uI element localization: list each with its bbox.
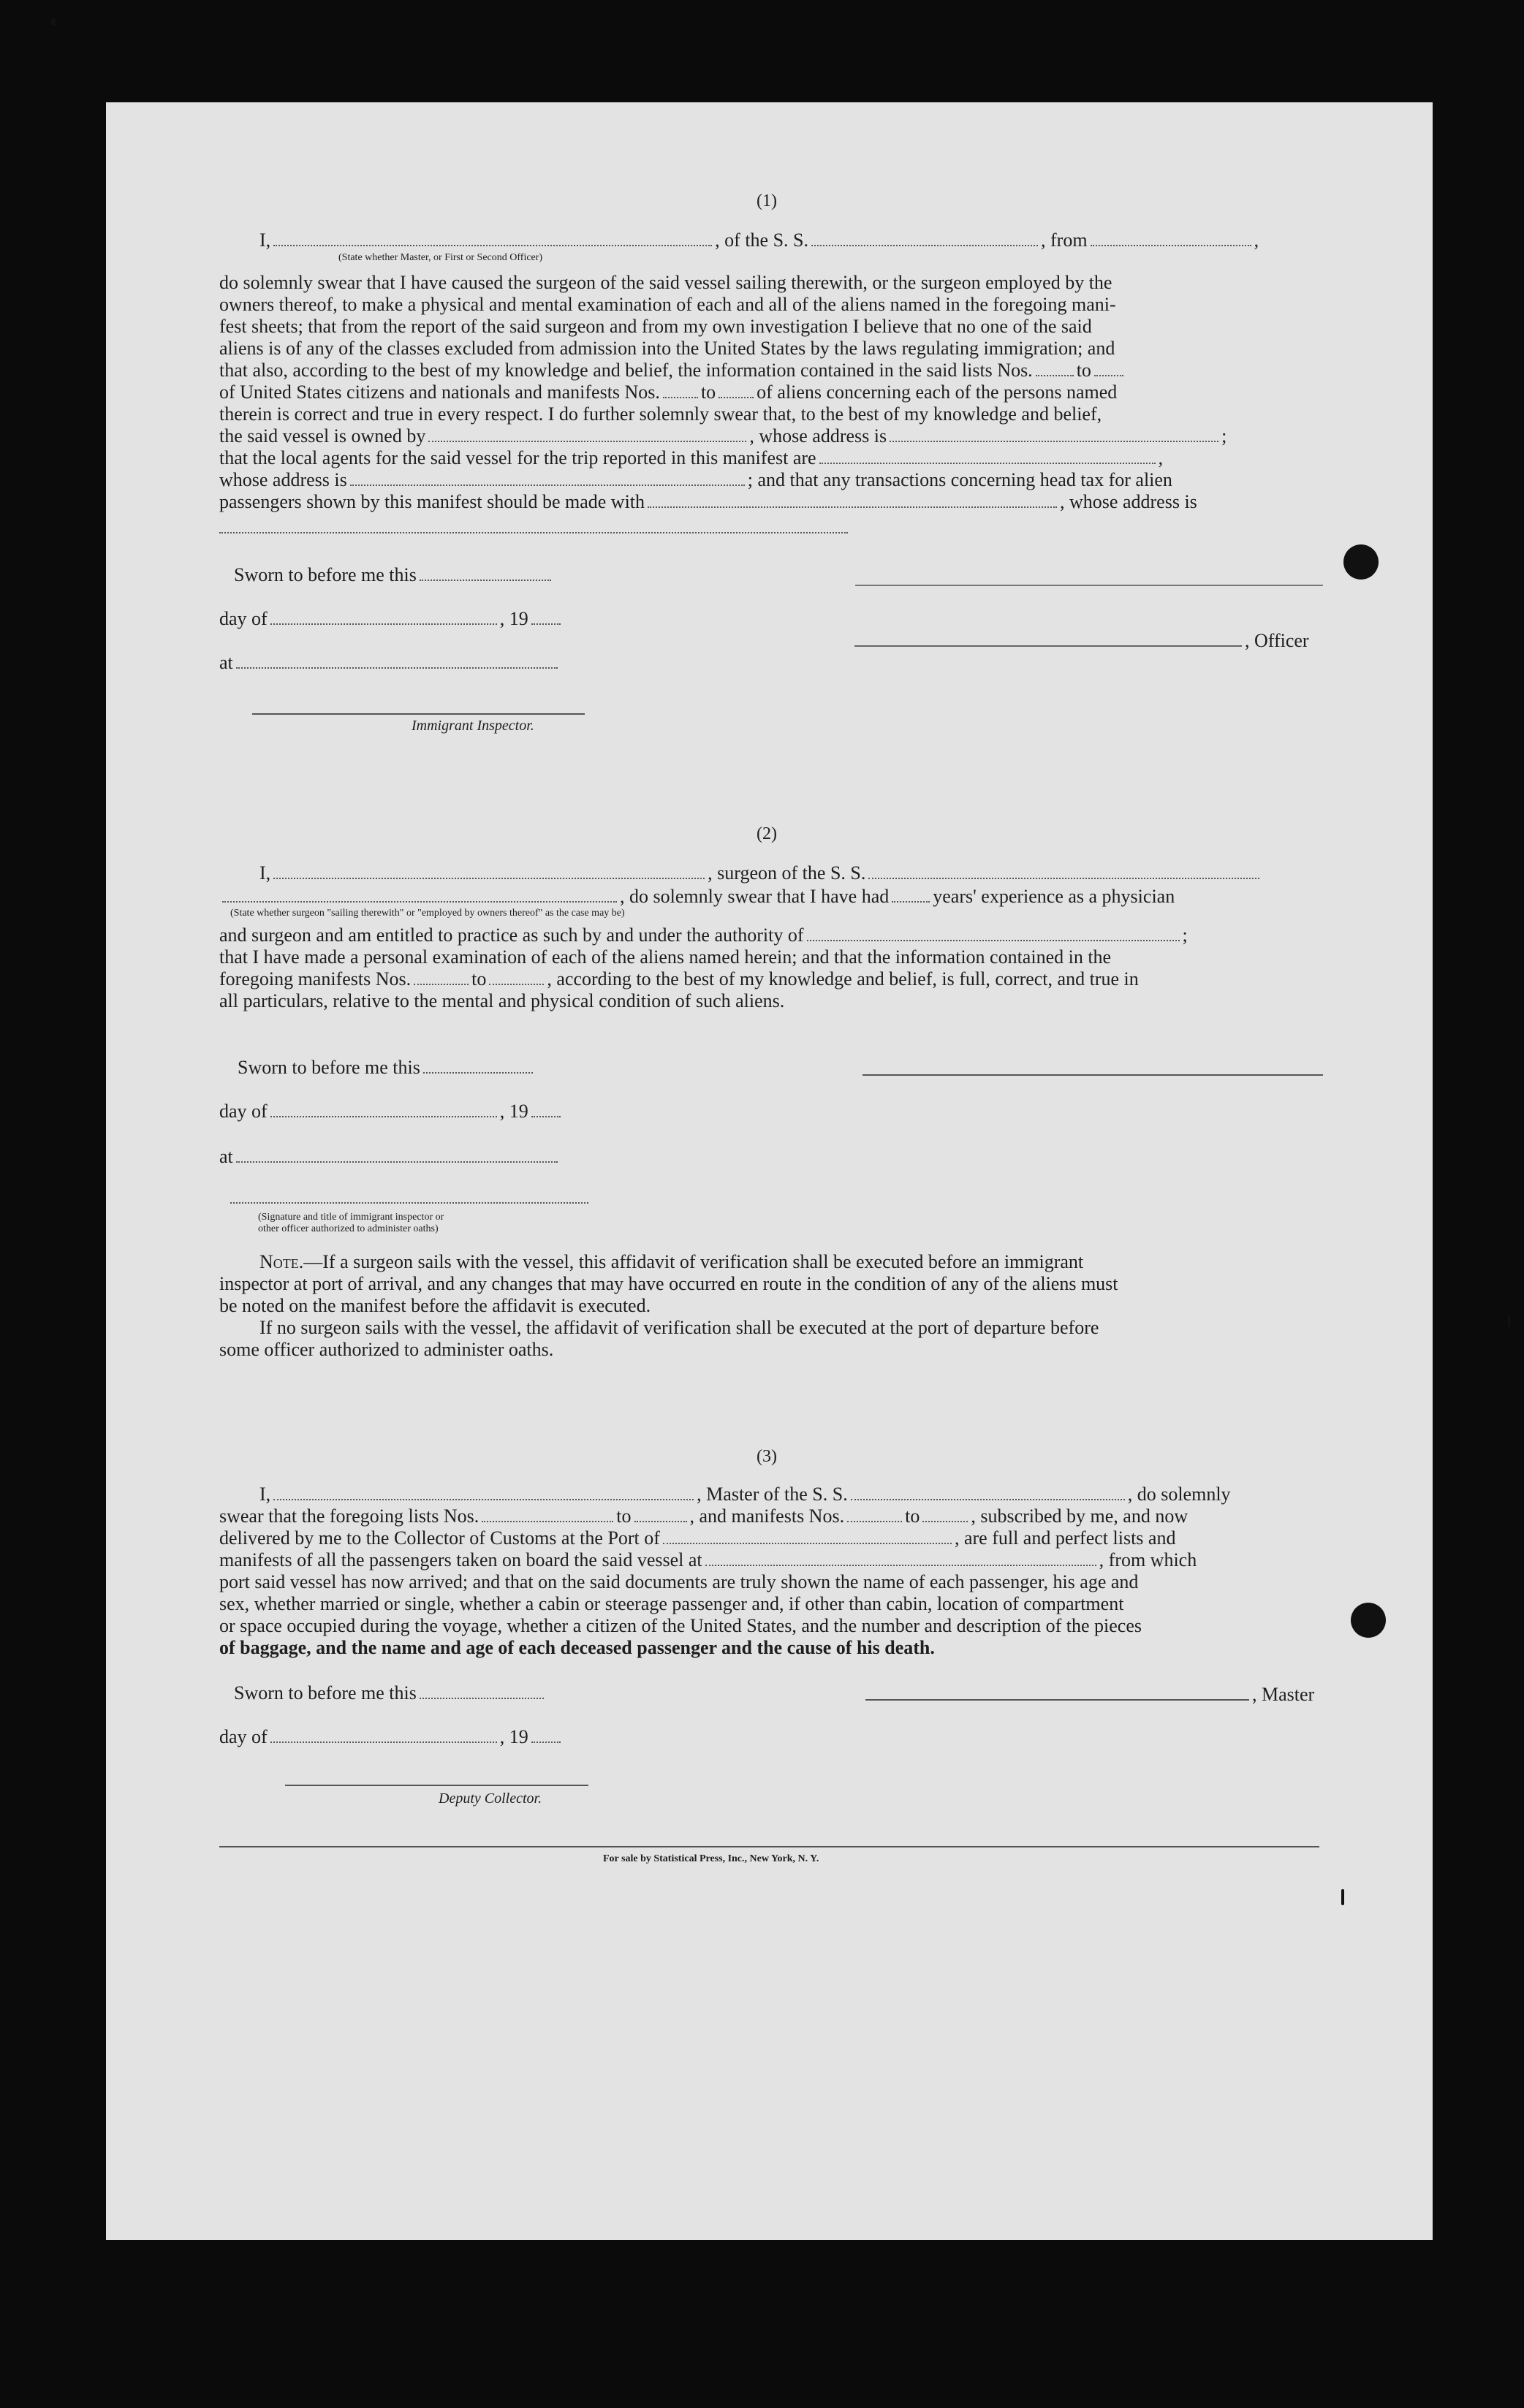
surgeon-signature-line: [863, 1074, 1323, 1076]
section-1-day-of: day of , 19: [219, 608, 564, 630]
master-signature: , Master: [863, 1684, 1314, 1706]
section-2-authority-line: and surgeon and am entitled to practice as such by and under the authority of ;: [219, 924, 1188, 946]
manifests-to-field[interactable]: [719, 384, 754, 398]
punch-hole-top: [1343, 544, 1379, 580]
surgeon-status-caption: (State whether surgeon "sailing therewith" or "employed by owners thereof" as the case may be): [230, 908, 625, 919]
officer-signature: , Officer: [852, 630, 1309, 652]
section-3-body: port said vessel has now arrived; and that on the said documents are truly shown the name of each passenger, his age and sex, whether married or single, whether a cabin or steerage passenger and, if other than cabin, location of compartment or space occupied during the voyage, whether a citizen of the United States, and the number and description of the pieces of baggage, and the name and age of each deceased passenger and the cause of his death.: [219, 1571, 1142, 1658]
sworn-day-field[interactable]: [420, 566, 551, 581]
section-3-sworn: Sworn to before me this: [234, 1682, 547, 1704]
section-2-number: (2): [757, 824, 777, 843]
officer-signature-field[interactable]: [854, 632, 1242, 647]
local-agents-field[interactable]: [819, 449, 1156, 464]
punch-hole-bottom: [1351, 1603, 1386, 1638]
section-1-number: (1): [757, 191, 777, 210]
s2-sworn-year-field[interactable]: [531, 1103, 561, 1117]
deputy-collector-signature-line: [285, 1785, 588, 1786]
section-3-third-line: delivered by me to the Collector of Customs at the Port of , are full and perfect lists and: [219, 1527, 1176, 1549]
sworn-month-field[interactable]: [270, 610, 497, 625]
immigrant-inspector-label: Immigrant Inspector.: [412, 718, 534, 734]
s3-lists-to-field[interactable]: [634, 1508, 687, 1522]
s3-manifests-from-field[interactable]: [847, 1508, 902, 1522]
boarding-port-field[interactable]: [705, 1551, 1096, 1566]
scan-speck: [1341, 1889, 1344, 1905]
customs-port-field[interactable]: [663, 1530, 952, 1544]
s2-inspector-signature-field[interactable]: [230, 1202, 588, 1204]
s3-sworn-month-field[interactable]: [270, 1728, 497, 1743]
s3-vessel-field[interactable]: [851, 1486, 1125, 1500]
owner-address-field[interactable]: [890, 428, 1218, 442]
section-1-at: at: [219, 652, 561, 674]
surgeon-note: Note.—If a surgeon sails with the vessel, this affidavit of verification shall be executed before an immigrant inspector at port of arrival, and any changes that may have occurred en route in the condition of any of the aliens must be noted on the manifest before the affidavit is executed. If no surgeon sails with the vessel, the affidavit of verification shall be executed at the port of departure before some officer authorized to administer oaths.: [219, 1251, 1118, 1360]
practice-authority-field[interactable]: [807, 927, 1180, 941]
s2-signer-caption-2: other officer authorized to administer oaths): [258, 1223, 439, 1234]
departure-port-field[interactable]: [1091, 232, 1251, 246]
surgeon-vessel-field[interactable]: [868, 865, 1259, 879]
surgeon-status-field[interactable]: [222, 888, 617, 903]
footer-rule: [219, 1846, 1319, 1847]
s3-sworn-day-field[interactable]: [420, 1685, 544, 1699]
s2-signer-caption-1: (Signature and title of immigrant inspector or: [258, 1212, 444, 1223]
scan-speck: [51, 18, 56, 26]
scan-speck: [1508, 1315, 1510, 1327]
lists-from-field[interactable]: [1036, 362, 1074, 376]
officer-title-caption: (State whether Master, or First or Second Officer): [338, 252, 543, 263]
master-name-field[interactable]: [273, 1486, 694, 1500]
s3-sworn-year-field[interactable]: [531, 1728, 561, 1743]
officer-title-field[interactable]: [273, 232, 712, 246]
lists-to-field[interactable]: [1094, 362, 1123, 376]
agents-address-field[interactable]: [350, 471, 745, 486]
printer-credit: For sale by Statistical Press, Inc., New York, N. Y.: [603, 1853, 819, 1864]
vessel-name-field[interactable]: [811, 232, 1038, 246]
section-2-at: at: [219, 1146, 561, 1168]
s2-sworn-month-field[interactable]: [270, 1103, 497, 1117]
section-2-sworn: Sworn to before me this: [238, 1057, 536, 1079]
section-1-opening-line: I, , of the S. S. , from ,: [259, 229, 1259, 251]
deputy-collector-label: Deputy Collector.: [439, 1790, 542, 1807]
officer-signature-line-1: [855, 585, 1323, 586]
s2-sworn-place-field[interactable]: [236, 1148, 558, 1163]
section-1-body: do solemnly swear that I have caused the surgeon of the said vessel sailing therewith, or the surgeon employed by the owners thereof, to make a physical and mental examination of each and all of the aliens named in the foregoing mani- fest sheets; that from the report of the said surgeon and from my own investigation I believe that no one of the said aliens is of any of the classes excluded from admission into the United States by the laws regulating immigration; and that also, according to the best of my knowledge and belief, the information contained in the said lists Nos. to of United States citizens and nationals and manifests Nos. to of aliens concerning each of the persons named therein is correct and true in every respect. I do further solemnly swear that, to the best of my knowledge and belief, the said vessel is owned by , whose address is ; that the local agents for the said vessel for the trip reported in this manifest are , whose address is ; and that any transactions concerning head tax for alien passengers shown by this manifest should be made with , whose address is: [219, 272, 1227, 512]
s2-sworn-day-field[interactable]: [423, 1059, 533, 1074]
manifests-from-field[interactable]: [663, 384, 698, 398]
sworn-year-field[interactable]: [531, 610, 561, 625]
years-experience-field[interactable]: [892, 888, 930, 903]
s3-manifests-to-field[interactable]: [922, 1508, 968, 1522]
sworn-place-field[interactable]: [236, 654, 558, 669]
section-2-opening-line: I, , surgeon of the S. S.: [259, 862, 1262, 884]
section-3-opening-line: I, , Master of the S. S. , do solemnly: [259, 1484, 1231, 1505]
section-2-day-of: day of , 19: [219, 1101, 564, 1123]
surgeon-name-field[interactable]: [273, 865, 705, 879]
section-3-fourth-line: manifests of all the passengers taken on board the said vessel at , from which: [219, 1549, 1197, 1570]
owner-field[interactable]: [428, 428, 746, 442]
s2-manifests-to-field[interactable]: [489, 971, 544, 985]
section-1-sworn: Sworn to before me this: [234, 564, 554, 586]
manifest-back-page: [106, 102, 1433, 2240]
section-2-second-line: , do solemnly swear that I have had years' experience as a physician: [219, 886, 1175, 908]
note-label: Note.: [259, 1251, 304, 1272]
section-2-body: that I have made a personal examination of each of the aliens named herein; and that the information contained in the foregoing manifests Nos. to , according to the best of my knowledge and belief, is full, correct, and true in all particulars, relative to the mental and physical condition of such aliens.: [219, 946, 1139, 1011]
s2-manifests-from-field[interactable]: [414, 971, 469, 985]
head-tax-party-field[interactable]: [648, 493, 1057, 508]
s3-lists-from-field[interactable]: [482, 1508, 613, 1522]
head-tax-address-field[interactable]: [219, 532, 848, 533]
section-3-day-of: day of , 19: [219, 1726, 564, 1748]
inspector-signature-line: [252, 713, 585, 715]
master-signature-field[interactable]: [865, 1686, 1249, 1701]
section-3-number: (3): [757, 1447, 777, 1466]
section-3-second-line: swear that the foregoing lists Nos. to , and manifests Nos. to , subscribed by me, and now: [219, 1505, 1189, 1527]
